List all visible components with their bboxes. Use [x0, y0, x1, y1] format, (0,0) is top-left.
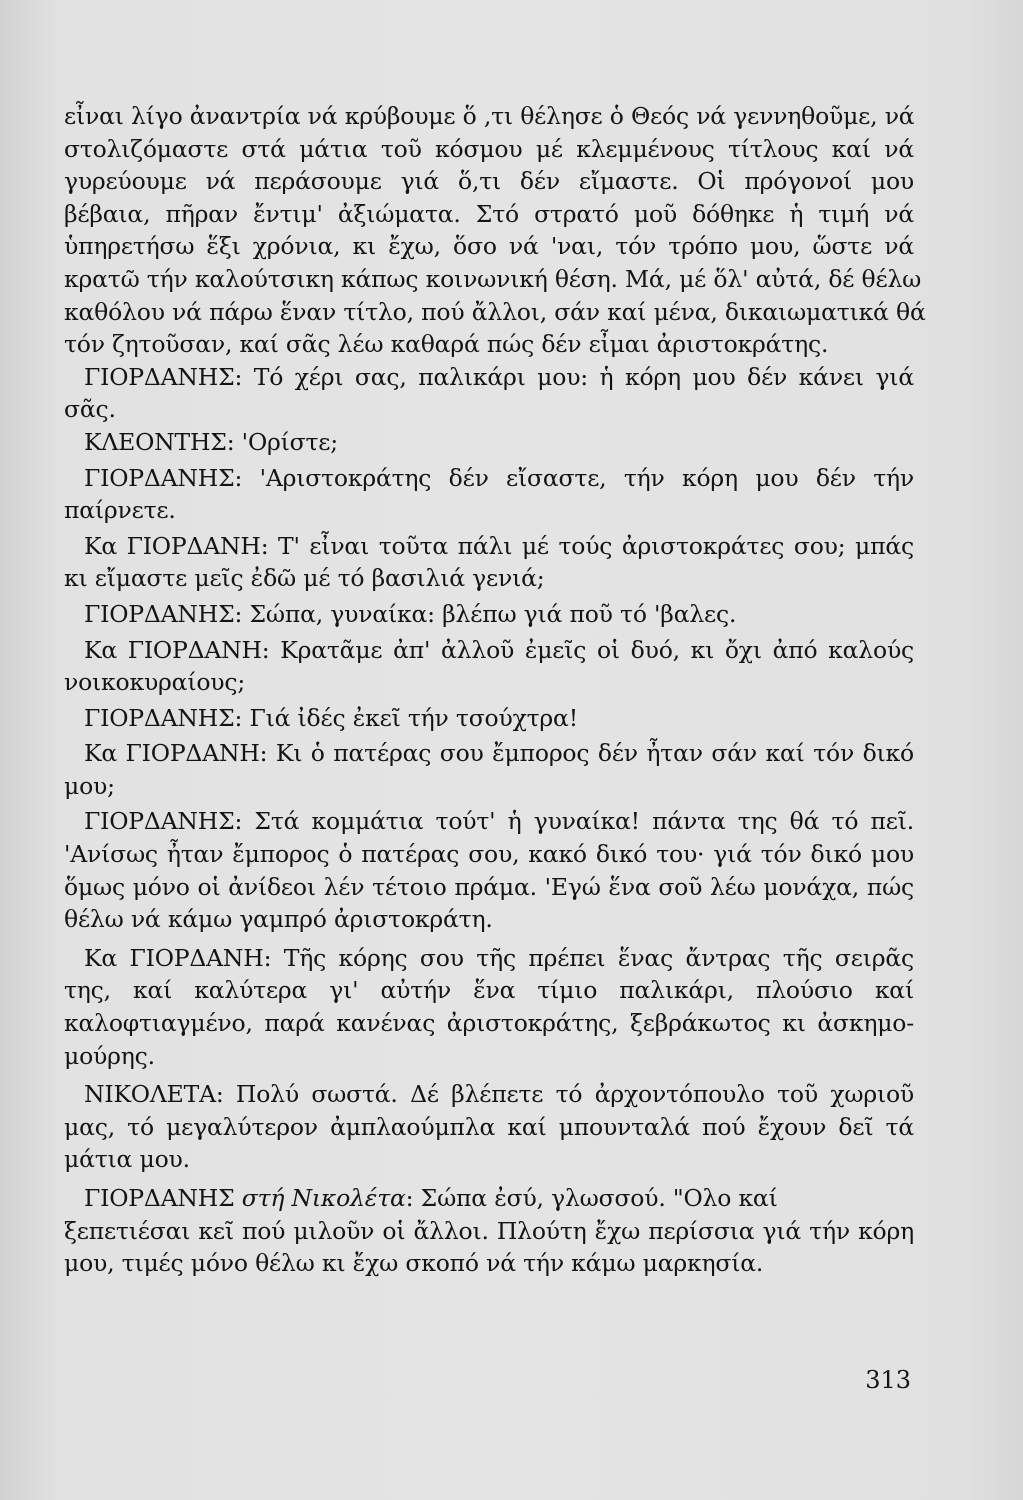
text-line: σᾶς. [64, 395, 116, 424]
speaker-name: ΓΙΟΡΔΑΝΗΣ [84, 1184, 235, 1212]
text-line: νοικοκυραίους; [64, 668, 246, 697]
text-line: γυρεύουμε νά περάσουμε γιά ὅ,τι δέν εἴμαστε. Οἱ πρόγονοί μου [64, 167, 914, 196]
text-line: ξεπετιέσαι κεῖ πού μιλοῦν οἱ ἄλλοι. Πλούτη ἔχω περίσσια γιά τήν κόρη [64, 1216, 914, 1245]
text-line: μούρης. [64, 1041, 155, 1070]
dialogue-line: ΓΙΟΡΔΑΝΗΣ: 'Αριστοκράτης δέν εἴσαστε, τήν κόρη μου δέν τήν [84, 463, 914, 492]
text-line: στολιζόμαστε στά μάτια τοῦ κόσμου μέ κλεμμένους τίτλους καί νά [64, 134, 914, 163]
text-line: μου; [64, 771, 115, 800]
text-line: ὑπηρετήσω ἕξι χρόνια, κι ἔχω, ὅσο νά 'ναι, τόν τρόπο μου, ὥστε νά [64, 232, 914, 261]
dialogue-line: ΓΙΟΡΔΑΝΗΣ: Σώπα, γυναίκα: βλέπω γιά ποῦ τό 'βαλες. [84, 599, 737, 628]
text-line: βέβαια, πῆραν ἔντιμ' ἀξιώματα. Στό στρατό μοῦ δόθηκε ἡ τιμή νά [64, 199, 914, 228]
dialogue-line: ΝΙΚΟΛΕΤΑ: Πολύ σωστά. Δέ βλέπετε τό ἀρχοντόπουλο τοῦ χωριοῦ [84, 1080, 914, 1109]
text-line: καθόλου νά πάρω ἕναν τίτλο, πού ἄλλοι, σάν καί μένα, δικαιωματικά θά [64, 297, 926, 326]
dialogue-line: Κα ΓΙΟΡΔΑΝΗ: Κι ὁ πατέρας σου ἔμπορος δέν ἦταν σάν καί τόν δικό [84, 739, 914, 768]
text-line: της, καί καλύτερα γι' αὐτήν ἕνα τίμιο παλικάρι, πλούσιο καί [64, 976, 914, 1005]
page-number: 313 [865, 1366, 911, 1394]
dialogue-line: Κα ΓΙΟΡΔΑΝΗ: Τῆς κόρης σου τῆς πρέπει ἕνας ἄντρας τῆς σειρᾶς [84, 943, 914, 972]
dialogue-line: ΓΙΟΡΔΑΝΗΣ: Τό χέρι σας, παλικάρι μου: ἡ κόρη μου δέν κάνει γιά [84, 362, 914, 391]
text-line: κι εἴμαστε μεῖς ἐδῶ μέ τό βασιλιά γενιά; [64, 564, 545, 593]
dialogue-line: ΚΛΕΟΝΤΗΣ: 'Ορίστε; [84, 427, 338, 456]
dialogue-line [64, 1182, 914, 1215]
page-text [64, 100, 926, 1280]
dialogue-line: Κα ΓΙΟΡΔΑΝΗ: Τ' εἶναι τοῦτα πάλι μέ τούς ἀριστοκράτες σου; μπάς [84, 531, 914, 560]
text-line: καλοφτιαγμένο, παρά κανένας ἀριστοκράτης, ξεβράκωτος κι ἀσκημο- [64, 1009, 914, 1038]
text-line: 'Ανίσως ἦταν ἔμπορος ὁ πατέρας σου, κακό δικό του· γιά τόν δικό μου [64, 840, 914, 869]
dialogue-line: ΓΙΟΡΔΑΝΗΣ: Στά κομμάτια τούτ' ἡ γυναίκα! πάντα της θά τό πεῖ. [84, 807, 914, 836]
text-line: μάτια μου. [64, 1145, 190, 1174]
dialogue-line: Κα ΓΙΟΡΔΑΝΗ: Κρατᾶμε ἀπ' ἀλλοῦ ἐμεῖς οἱ δυό, κι ὄχι ἀπό καλούς [84, 635, 914, 664]
text-line: θέλω νά κάμω γαμπρό ἀριστοκράτη. [64, 905, 493, 934]
text-line: τόν ζητοῦσαν, καί σᾶς λέω καθαρά πώς δέν εἶμαι ἀριστοκράτης. [64, 330, 829, 359]
text-line: ὅμως μόνο οἱ ἀνίδεοι λέν τέτοιο πράμα. 'Εγώ ἕνα σοῦ λέω μονάχα, πώς [64, 872, 914, 901]
text-line: κρατῶ τήν καλούτσικη κάπως κοινωνική θέση. Μά, μέ ὅλ' αὐτά, δέ θέλω [64, 264, 922, 293]
dialogue-line: ΓΙΟΡΔΑΝΗΣ: Γιά ἰδές ἐκεῖ τήν τσούχτρα! [84, 703, 578, 732]
text-line: μας, τό μεγαλύτερον ἀμπλαούμπλα καί μπουνταλά πού ἔχουν δεῖ τά [64, 1112, 914, 1141]
text-line: εἶναι λίγο ἀναντρία νά κρύβουμε ὅ ,τι θέλησε ὁ Θεός νά γεννηθοῦμε, νά [64, 102, 915, 130]
text-line: παίρνετε. [64, 496, 176, 525]
text-line: μου, τιμές μόνο θέλω κι ἔχω σκοπό νά τήν κάμω μαρκησία. [64, 1249, 764, 1278]
stage-direction: στή Νικολέτα [241, 1184, 406, 1212]
dialogue-text: : Σώπα ἐσύ, γλωσσού. "Ολο καί [405, 1184, 778, 1212]
